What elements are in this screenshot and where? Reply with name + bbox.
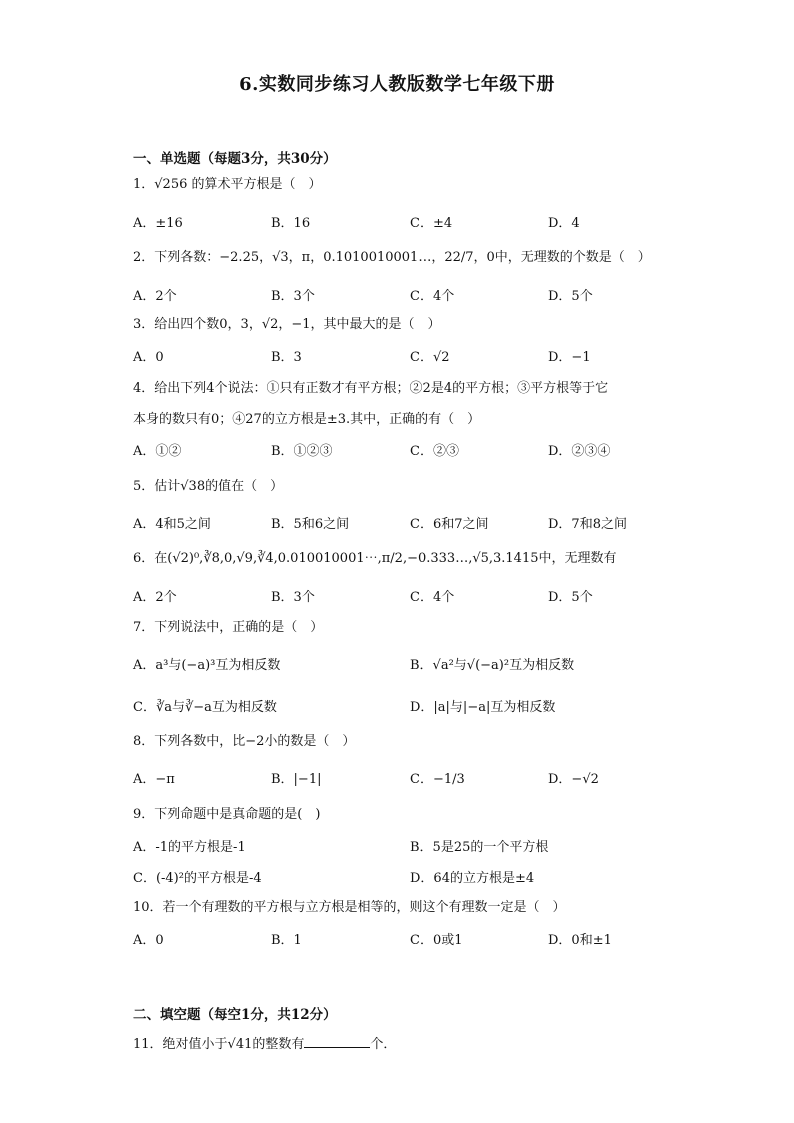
question-8-option-c: C．−1/3 — [410, 772, 465, 787]
question-1-option-a: A．±16 — [133, 216, 183, 231]
question-8-options — [133, 768, 693, 788]
question-8-option-a: A．−π — [133, 772, 175, 787]
question-2-stem: 2．下列各数：−2.25，√3，π，0.1010010001…，22/7，0中，无理数的个数是（ ） — [133, 250, 651, 265]
question-9-option-d: D．64的立方根是±4 — [410, 871, 535, 886]
question-7-options-row-1 — [133, 654, 693, 674]
question-4-stem-continued: 本身的数只有0；④27的立方根是±3.其中，正确的有（ ） — [133, 412, 481, 427]
question-6-options — [133, 586, 693, 606]
question-10-option-d: D．0和±1 — [548, 933, 612, 948]
question-6-option-c: C．4个 — [410, 590, 455, 605]
question-2-option-a: A．2个 — [133, 289, 177, 304]
question-3-option-b: B．3 — [271, 350, 302, 365]
section-heading-fill-in: 二、填空题（每空1分，共12分） — [133, 1007, 337, 1023]
question-8-stem: 8．下列各数中，比−2小的数是（ ） — [133, 734, 356, 749]
question-9-options-row-1 — [133, 836, 693, 856]
question-5-option-d: D．7和8之间 — [548, 517, 627, 532]
question-1-option-b: B．16 — [271, 216, 311, 231]
question-6-option-d: D．5个 — [548, 590, 593, 605]
question-2-option-b: B．3个 — [271, 289, 315, 304]
question-10-option-c: C．0或1 — [410, 933, 463, 948]
question-2-option-d: D．5个 — [548, 289, 593, 304]
question-8-option-d: D．−√2 — [548, 772, 599, 787]
question-9-options-row-2 — [133, 867, 693, 887]
question-9-option-a: A．-1的平方根是-1 — [133, 840, 246, 855]
question-5-option-a: A．4和5之间 — [133, 517, 211, 532]
page-title: 6.实数同步练习人教版数学七年级下册 — [239, 74, 555, 95]
question-11-stem-before: 11．绝对值小于√41的整数有 — [133, 1037, 305, 1052]
question-9-option-c: C．(-4)²的平方根是-4 — [133, 871, 262, 886]
question-5-options — [133, 513, 693, 533]
section-heading-single-choice: 一、单选题（每题3分，共30分） — [133, 151, 337, 167]
question-6-option-a: A．2个 — [133, 590, 177, 605]
question-7-stem: 7．下列说法中，正确的是（ ） — [133, 620, 324, 635]
question-11-answer-blank[interactable] — [304, 1034, 370, 1048]
question-3-option-d: D．−1 — [548, 350, 591, 365]
question-10-options — [133, 929, 693, 949]
question-6-option-b: B．3个 — [271, 590, 315, 605]
question-5-stem: 5．估计√38的值在（ ） — [133, 479, 284, 494]
question-3-option-a: A．0 — [133, 350, 164, 365]
question-7-option-c: C．∛a与∛−a互为相反数 — [133, 700, 277, 715]
question-1-stem: 1．√256 的算术平方根是（ ） — [133, 177, 322, 192]
question-11-stem-after: 个． — [370, 1037, 397, 1052]
question-1-option-d: D．4 — [548, 216, 580, 231]
question-9-option-b: B．5是25的一个平方根 — [410, 840, 549, 855]
question-1-option-c: C．±4 — [410, 216, 453, 231]
question-7-option-b: B．√a²与√(−a)²互为相反数 — [410, 658, 575, 673]
question-6-stem: 6．在(√2)⁰,∛8,0,√9,∛4,0.010010001⋯,π/2,−0.333…,√5,3.1415中，无理数有 — [133, 551, 617, 566]
question-3-stem: 3．给出四个数0，3，√2，−1，其中最大的是（ ） — [133, 317, 441, 332]
question-7-options-row-2 — [133, 696, 693, 716]
question-5-option-c: C．6和7之间 — [410, 517, 489, 532]
question-9-stem: 9．下列命题中是真命题的是( ) — [133, 807, 321, 822]
question-2-option-c: C．4个 — [410, 289, 455, 304]
question-4-option-b: B．①②③ — [271, 444, 333, 459]
question-2-options — [133, 285, 693, 305]
question-4-option-a: A．①② — [133, 444, 182, 459]
question-1-options — [133, 212, 693, 232]
question-7-option-a: A．a³与(−a)³互为相反数 — [133, 658, 281, 673]
question-10-option-a: A．0 — [133, 933, 164, 948]
question-8-option-b: B．|−1| — [271, 772, 322, 787]
question-4-option-d: D．②③④ — [548, 444, 611, 459]
question-10-stem: 10．若一个有理数的平方根与立方根是相等的，则这个有理数一定是（ ） — [133, 900, 566, 915]
question-11-stem — [133, 1034, 693, 1055]
question-7-option-d: D．|a|与|−a|互为相反数 — [410, 700, 556, 715]
question-10-option-b: B．1 — [271, 933, 302, 948]
question-4-options — [133, 440, 693, 460]
question-3-option-c: C．√2 — [410, 350, 450, 365]
question-3-options — [133, 346, 693, 366]
question-4-stem: 4．给出下列4个说法：①只有正数才有平方根；②2是4的平方根；③平方根等于它 — [133, 381, 609, 396]
question-4-option-c: C．②③ — [410, 444, 459, 459]
question-5-option-b: B．5和6之间 — [271, 517, 350, 532]
